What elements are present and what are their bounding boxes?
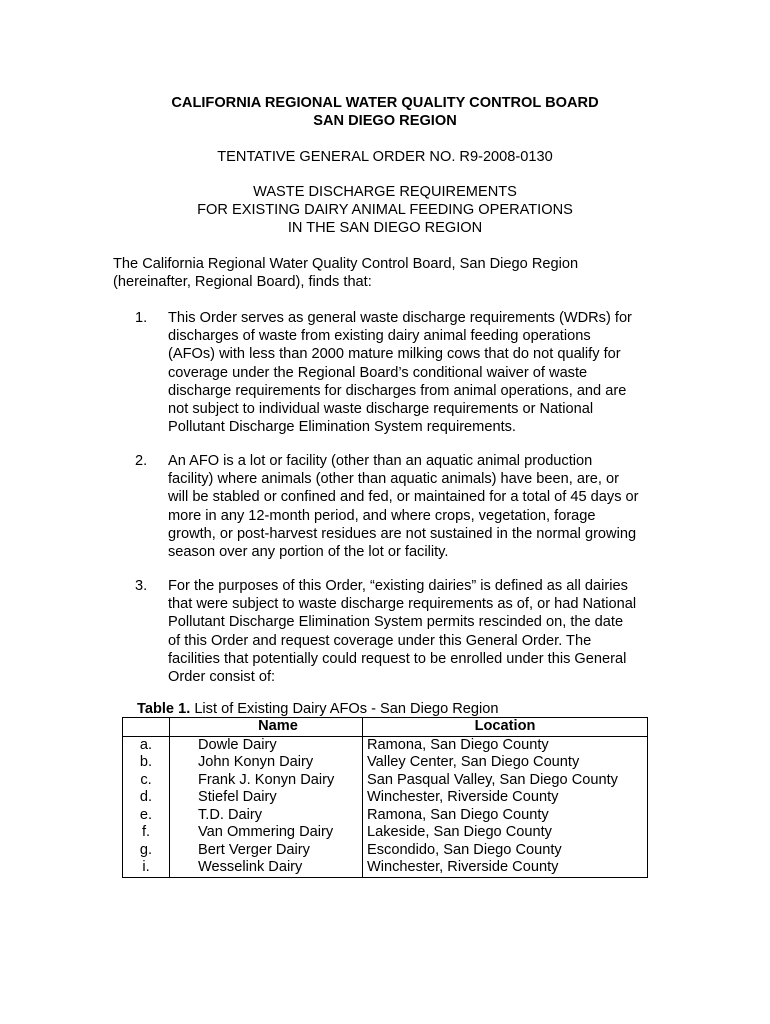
finding-number: 1. <box>135 310 148 326</box>
row-letter: i. <box>123 859 170 877</box>
row-name: John Konyn Dairy <box>170 754 363 772</box>
title-line-3: IN THE SAN DIEGO REGION <box>287 220 483 237</box>
document-title <box>0 183 770 238</box>
region-name: SAN DIEGO REGION <box>313 113 457 130</box>
title-line-1: WASTE DISCHARGE REQUIREMENTS <box>253 184 517 200</box>
finding-number: 2. <box>135 453 148 469</box>
row-letter: f. <box>123 824 170 842</box>
row-name: Bert Verger Dairy <box>170 842 363 860</box>
row-letter: g. <box>123 842 170 860</box>
table-row <box>123 754 648 772</box>
row-location: Ramona, San Diego County <box>363 807 648 825</box>
finding-text: For the purposes of this Order, “existing dairies” is defined as all dairies that were subject to waste discharge requirements as of, or had National Pollutant Discharge Elimination System permits rescinded on, the date of this Order and request coverage under this General Order. The facilities that potentially could request to be enrolled under this General Order consist of: <box>168 578 637 686</box>
row-name: Frank J. Konyn Dairy <box>170 772 363 790</box>
table-header-row <box>123 718 648 737</box>
title-line-2: FOR EXISTING DAIRY ANIMAL FEEDING OPERATIONS <box>197 202 573 219</box>
intro-paragraph: The California Regional Water Quality Control Board, San Diego Region (hereinafter, Regional Board), finds that: <box>113 256 579 291</box>
row-name: Dowle Dairy <box>170 736 363 754</box>
table-caption-text: List of Existing Dairy AFOs - San Diego Region <box>190 701 499 717</box>
row-location: Valley Center, San Diego County <box>363 754 648 772</box>
row-location: San Pasqual Valley, San Diego County <box>363 772 648 790</box>
finding-text: This Order serves as general waste discharge requirements (WDRs) for discharges of waste from existing dairy animal feeding operations (AFOs) with less than 2000 mature milking cows that do not qualify for coverage under the Regional Board’s conditional waiver of waste discharge requirements for discharges from animal operations, and are not subject to individual waste discharge requirements or National Pollutant Discharge Elimination System requirements. <box>168 310 632 436</box>
row-name: T.D. Dairy <box>170 807 363 825</box>
row-location: Escondido, San Diego County <box>363 842 648 860</box>
row-location: Winchester, Riverside County <box>363 859 648 877</box>
table-row <box>123 772 648 790</box>
header-letter <box>123 718 170 737</box>
document-header <box>0 94 770 130</box>
row-letter: d. <box>123 789 170 807</box>
header-name: Name <box>170 718 363 737</box>
row-letter: b. <box>123 754 170 772</box>
board-name: CALIFORNIA REGIONAL WATER QUALITY CONTROL BOARD <box>171 95 599 111</box>
finding-text: An AFO is a lot or facility (other than an aquatic animal production facility) where animals (other than aquatic animals) have been, are, or will be stabled or confined and fed, or maintained for a total of 45 days or more in any 12-month period, and where crops, vegetation, forage growth, or post-harvest residues are not sustained in the normal growing season over any portion of the lot or facility. <box>168 453 639 561</box>
row-name: Wesselink Dairy <box>170 859 363 877</box>
table-row <box>123 736 648 754</box>
row-letter: e. <box>123 807 170 825</box>
order-number: TENTATIVE GENERAL ORDER NO. R9-2008-0130 <box>217 149 553 165</box>
table-row <box>123 807 648 825</box>
row-name: Van Ommering Dairy <box>170 824 363 842</box>
row-letter: a. <box>123 736 170 754</box>
row-location: Ramona, San Diego County <box>363 736 648 754</box>
table-row <box>123 789 648 807</box>
table-row <box>123 824 648 842</box>
table-caption-label: Table 1. <box>137 701 191 717</box>
table-row <box>123 842 648 860</box>
dairy-table <box>122 717 648 878</box>
row-location: Lakeside, San Diego County <box>363 824 648 842</box>
table-caption <box>137 700 499 718</box>
row-location: Winchester, Riverside County <box>363 789 648 807</box>
table-row <box>123 859 648 877</box>
header-location: Location <box>363 718 648 737</box>
row-letter: c. <box>123 772 170 790</box>
finding-number: 3. <box>135 578 148 594</box>
row-name: Stiefel Dairy <box>170 789 363 807</box>
